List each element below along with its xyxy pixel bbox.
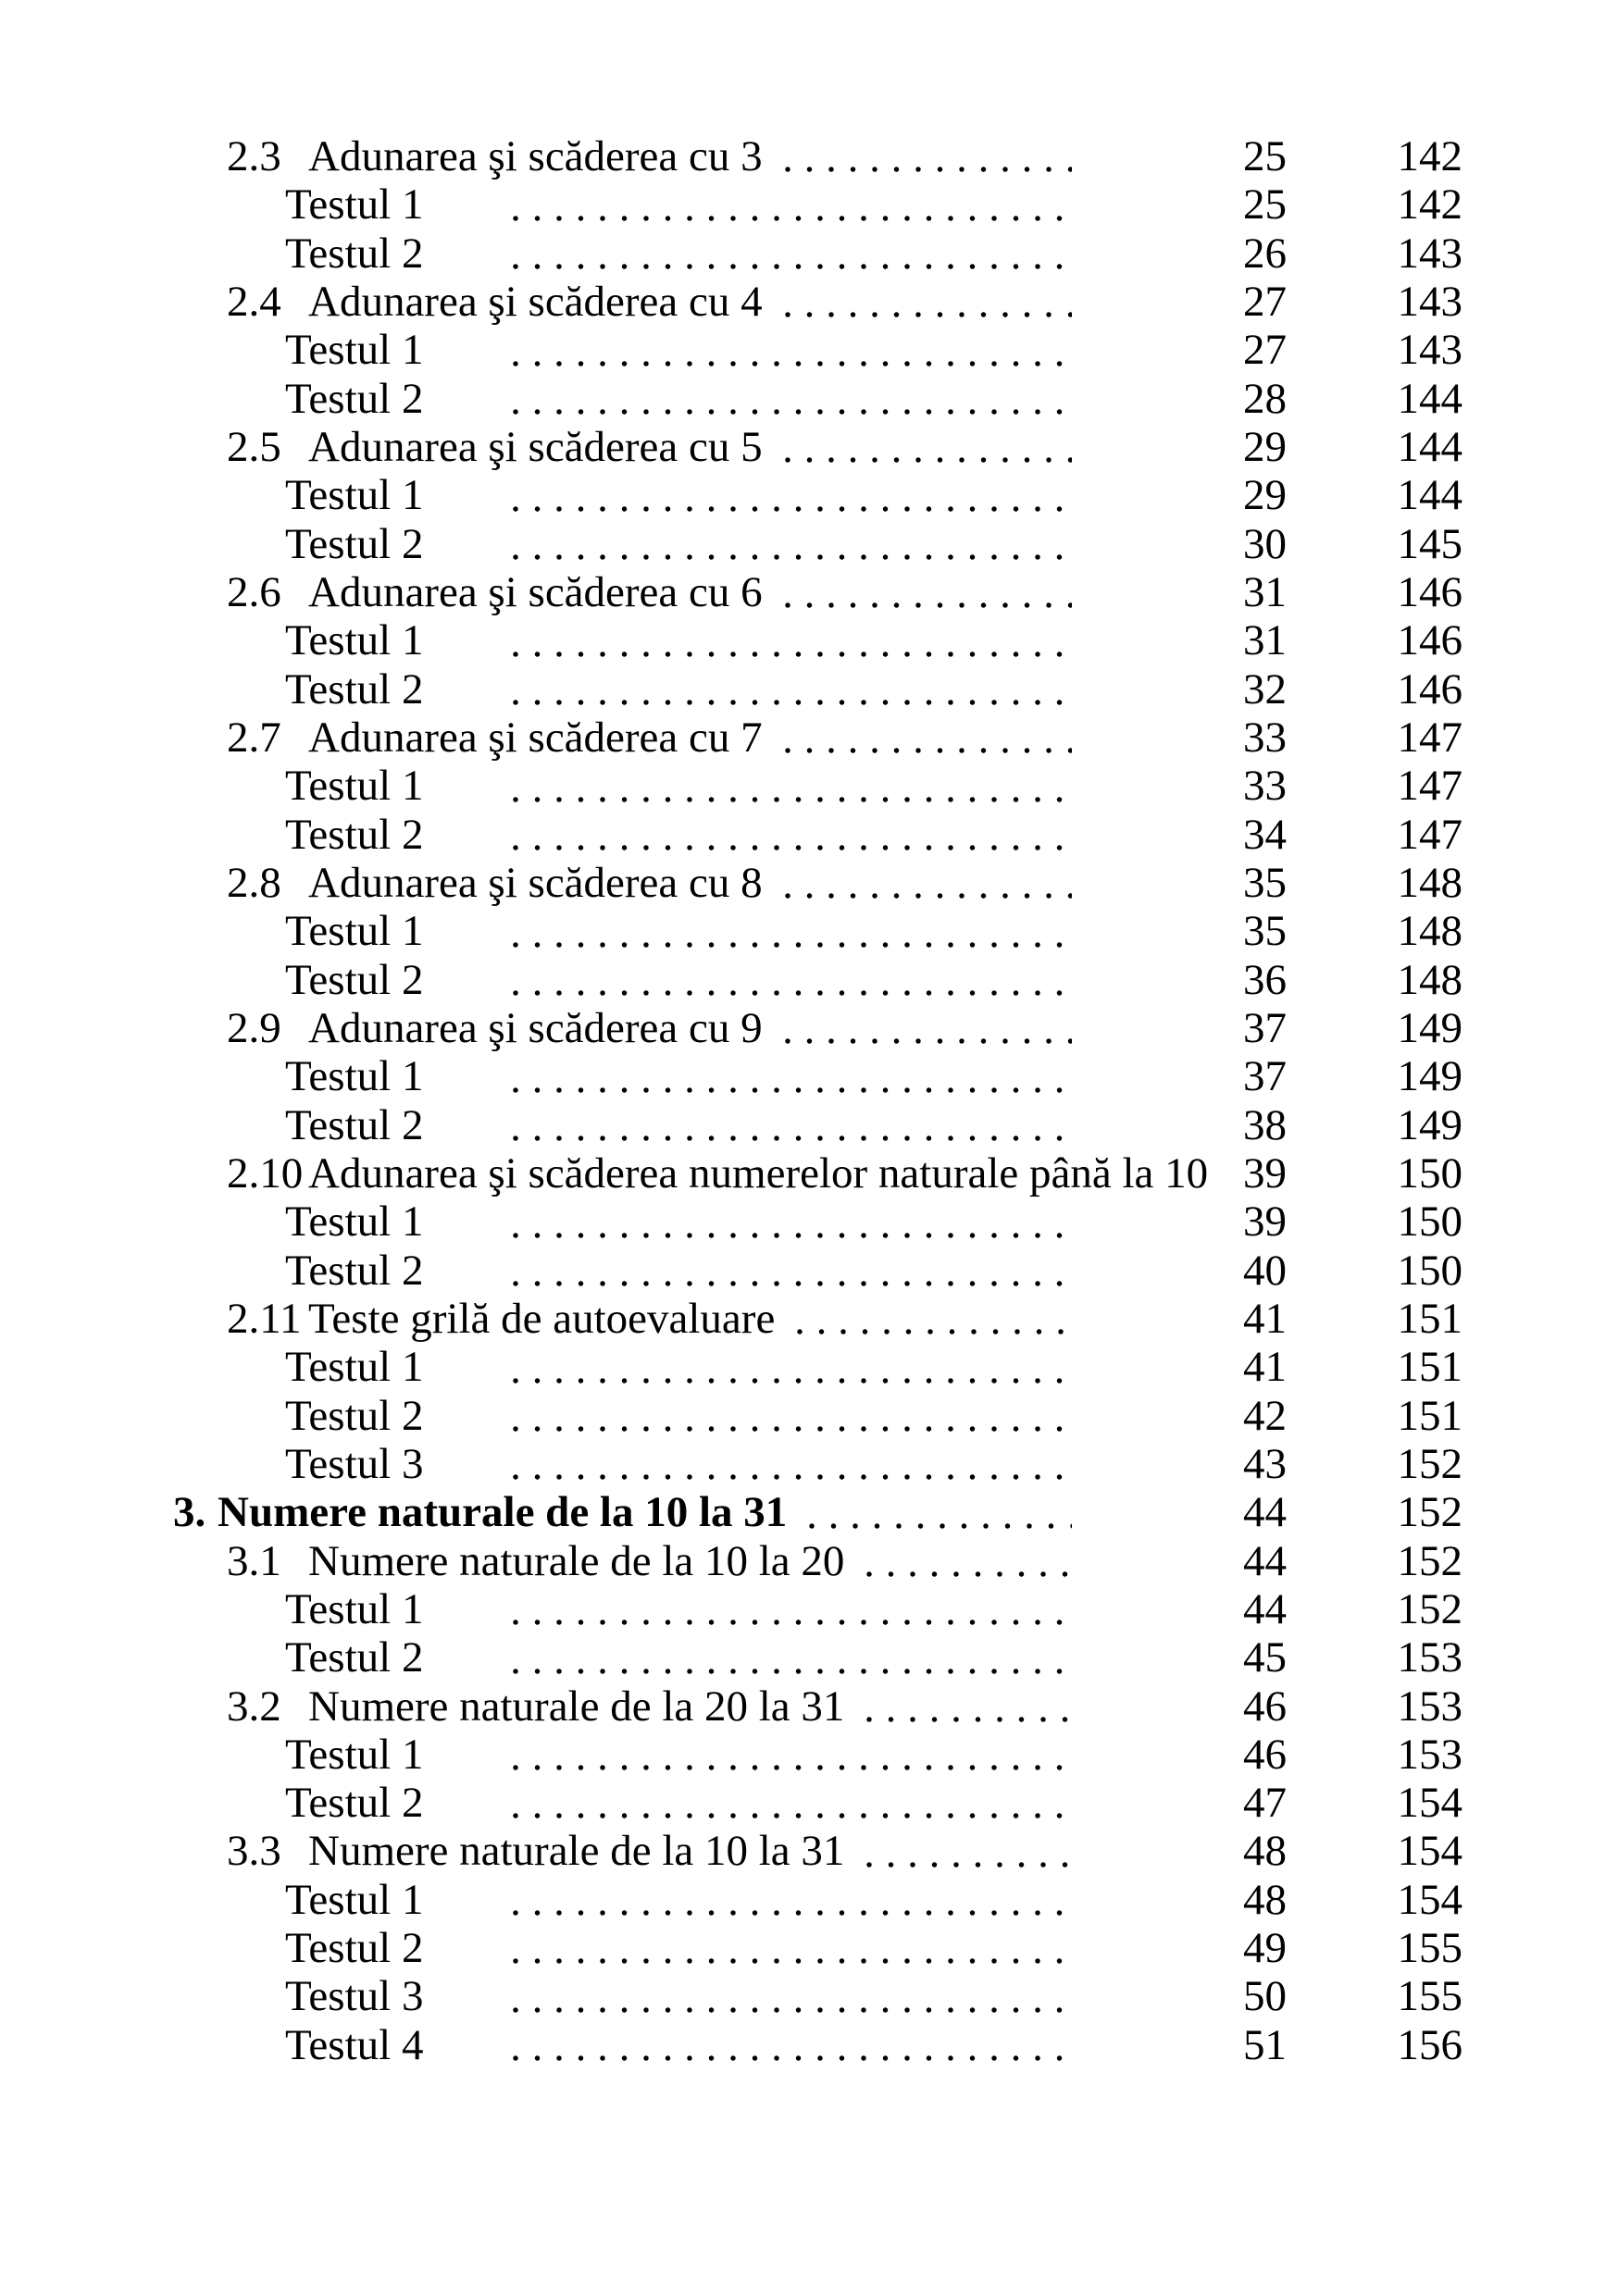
toc-entry-page-col1: 35 — [1243, 858, 1287, 907]
toc-entry — [148, 375, 1081, 423]
toc-entry-page-col1: 41 — [1243, 1294, 1287, 1343]
toc-entry-title: Testul 2 — [285, 519, 424, 568]
toc-entry-page-col1: 49 — [1243, 1924, 1287, 1973]
toc-entry — [148, 230, 1081, 278]
toc-row — [148, 278, 1462, 326]
toc-row — [148, 1488, 1462, 1536]
toc-entry-page-col1: 28 — [1243, 374, 1287, 423]
toc-entry-page-col1: 40 — [1243, 1246, 1287, 1295]
dot-leader — [513, 1924, 1072, 1972]
dot-leader — [513, 230, 1072, 278]
toc-entry-page-col2: 147 — [1397, 713, 1462, 762]
toc-row — [148, 1440, 1462, 1488]
toc-entry — [148, 859, 1081, 907]
toc-entry-page-col2: 151 — [1397, 1294, 1462, 1343]
dot-leader — [513, 1052, 1072, 1100]
dot-leader — [513, 326, 1072, 374]
toc-entry-title: Testul 2 — [285, 1779, 424, 1828]
toc-entry-title: Testul 1 — [285, 907, 424, 956]
toc-entry-page-col2: 143 — [1397, 277, 1462, 326]
toc-entry-title: Testul 2 — [285, 1100, 424, 1149]
toc-entry-number: 2.3 — [227, 132, 281, 180]
toc-entry-page-col1: 33 — [1243, 762, 1287, 811]
dot-leader — [513, 1633, 1072, 1682]
toc-entry-page-col1: 31 — [1243, 616, 1287, 665]
toc-entry-page-col2: 154 — [1397, 1779, 1462, 1828]
toc-entry — [148, 1295, 1081, 1343]
toc-entry — [148, 714, 1081, 762]
toc-entry-title: Testul 4 — [285, 2020, 424, 2069]
toc-entry-title: Testul 1 — [285, 1730, 424, 1779]
toc-entry-page-col1: 32 — [1243, 664, 1287, 714]
toc-row — [148, 568, 1462, 616]
toc-entry-page-col1: 47 — [1243, 1779, 1287, 1828]
toc-entry — [148, 907, 1081, 955]
dot-leader — [513, 1876, 1072, 1924]
toc-entry-page-col1: 27 — [1243, 326, 1287, 375]
toc-entry — [148, 1972, 1081, 2020]
toc-entry-page-col2: 153 — [1397, 1633, 1462, 1682]
toc-entry-page-col1: 39 — [1243, 1198, 1287, 1247]
toc-row — [148, 230, 1462, 278]
toc-entry — [148, 762, 1081, 810]
toc-entry-page-col2: 151 — [1397, 1343, 1462, 1392]
toc-entry-number: 2.11 — [227, 1294, 302, 1343]
toc-row — [148, 520, 1462, 568]
toc-entry — [148, 1633, 1081, 1682]
toc-entry-title: Testul 1 — [285, 616, 424, 665]
toc-entry-page-col2: 148 — [1397, 955, 1462, 1004]
toc-entry-title: Testul 2 — [285, 1391, 424, 1440]
dot-leader — [513, 665, 1072, 714]
toc-entry-page-col1: 38 — [1243, 1100, 1287, 1149]
toc-row — [148, 1198, 1462, 1246]
toc-entry-title: Testul 3 — [285, 1972, 424, 2021]
toc-row — [148, 1633, 1462, 1682]
toc-entry-page-col2: 152 — [1397, 1488, 1462, 1537]
toc-entry-page-col1: 46 — [1243, 1730, 1287, 1779]
toc-entry-page-col2: 150 — [1397, 1148, 1462, 1198]
toc-entry-page-col1: 50 — [1243, 1972, 1287, 2021]
toc-entry-number: 2.5 — [227, 422, 281, 471]
toc-entry-page-col1: 44 — [1243, 1488, 1287, 1537]
toc-entry-title: Testul 2 — [285, 955, 424, 1004]
toc-entry-page-col2: 142 — [1397, 180, 1462, 230]
toc-entry — [148, 1827, 1081, 1875]
dot-leader — [513, 1392, 1072, 1440]
toc-entry-title: Testul 2 — [285, 374, 424, 423]
toc-entry-number: 2.9 — [227, 1003, 281, 1052]
toc-entry-page-col2: 144 — [1397, 471, 1462, 520]
toc-entry — [148, 1148, 1209, 1198]
toc-entry-title: Numere naturale de la 10 la 31 — [218, 1488, 788, 1537]
dot-leader — [809, 1488, 1072, 1536]
toc-entry-title: Testul 2 — [285, 1246, 424, 1295]
toc-entry-page-col1: 27 — [1243, 277, 1287, 326]
toc-entry-title: Adunarea şi scăderea cu 7 — [308, 713, 763, 762]
toc-row — [148, 1392, 1462, 1440]
dot-leader — [513, 762, 1072, 810]
toc-entry — [148, 132, 1081, 180]
toc-entry-title: Testul 1 — [285, 1052, 424, 1101]
toc-entry-page-col2: 146 — [1397, 567, 1462, 616]
toc-row — [148, 1779, 1462, 1827]
dot-leader — [513, 1585, 1072, 1633]
toc-entry-page-col2: 154 — [1397, 1875, 1462, 1924]
dot-leader — [513, 1343, 1072, 1391]
toc-entry-page-col2: 155 — [1397, 1972, 1462, 2021]
toc-entry — [148, 568, 1081, 616]
toc-entry-title: Adunarea şi scăderea cu 5 — [308, 422, 763, 471]
toc-row — [148, 1101, 1462, 1149]
toc-entry-page-col1: 48 — [1243, 1875, 1287, 1924]
toc-row — [148, 132, 1462, 180]
dot-leader — [513, 375, 1072, 423]
dot-leader — [866, 1537, 1072, 1585]
toc-row — [148, 956, 1462, 1004]
toc-row — [148, 762, 1462, 810]
dot-leader — [513, 180, 1072, 229]
toc-entry-page-col2: 151 — [1397, 1391, 1462, 1440]
toc-entry-page-col1: 45 — [1243, 1633, 1287, 1682]
toc-entry — [148, 1004, 1081, 1052]
toc-entry — [148, 1440, 1081, 1488]
dot-leader — [513, 616, 1072, 664]
toc-entry — [148, 1779, 1081, 1827]
toc-entry — [148, 956, 1081, 1004]
toc-entry — [148, 1343, 1081, 1391]
toc-entry-page-col1: 39 — [1243, 1148, 1287, 1198]
toc-entry-page-col2: 153 — [1397, 1682, 1462, 1731]
toc-entry — [148, 1537, 1081, 1585]
toc-row — [148, 1247, 1462, 1295]
toc-row — [148, 1295, 1462, 1343]
toc-entry-title: Testul 3 — [285, 1439, 424, 1488]
toc-entry — [148, 1247, 1081, 1295]
toc-entry-page-col2: 152 — [1397, 1439, 1462, 1488]
toc-row — [148, 1585, 1462, 1633]
toc-row — [148, 665, 1462, 714]
toc-entry-title: Testul 2 — [285, 664, 424, 714]
toc-row — [148, 1682, 1462, 1731]
dot-leader — [785, 859, 1072, 907]
toc-entry — [148, 665, 1081, 714]
dot-leader — [513, 1101, 1072, 1149]
toc-entry — [148, 326, 1081, 374]
toc-entry — [148, 1488, 1081, 1536]
toc-entry-page-col1: 35 — [1243, 907, 1287, 956]
toc-entry — [148, 1198, 1081, 1246]
toc-entry-page-col2: 150 — [1397, 1198, 1462, 1247]
toc-entry-number: 3. — [173, 1488, 206, 1537]
toc-entry-page-col2: 156 — [1397, 2020, 1462, 2069]
toc-entry-number: 2.6 — [227, 567, 281, 616]
toc-row — [148, 326, 1462, 374]
dot-leader — [513, 1247, 1072, 1295]
toc-entry-page-col2: 145 — [1397, 519, 1462, 568]
toc-entry-page-col1: 33 — [1243, 713, 1287, 762]
toc-entry-page-col2: 142 — [1397, 132, 1462, 180]
toc-entry-page-col1: 29 — [1243, 471, 1287, 520]
toc-entry — [148, 471, 1081, 519]
toc-entry-page-col2: 147 — [1397, 810, 1462, 859]
toc-entry-page-col1: 25 — [1243, 180, 1287, 230]
toc-row — [148, 1537, 1462, 1585]
dot-leader — [513, 811, 1072, 859]
toc-row — [148, 1876, 1462, 1924]
dot-leader — [785, 714, 1072, 762]
toc-entry-title: Testul 1 — [285, 762, 424, 811]
toc-row — [148, 714, 1462, 762]
toc-row — [148, 1924, 1462, 1972]
toc-entry-title: Testul 1 — [285, 1198, 424, 1247]
toc-entry-page-col1: 36 — [1243, 955, 1287, 1004]
toc-entry-page-col1: 30 — [1243, 519, 1287, 568]
toc-entry-title: Numere naturale de la 10 la 20 — [308, 1536, 845, 1585]
dot-leader — [513, 956, 1072, 1004]
toc-entry — [148, 1876, 1081, 1924]
toc-row — [148, 1149, 1462, 1198]
toc-entry-page-col2: 149 — [1397, 1100, 1462, 1149]
toc-entry-title: Adunarea şi scăderea cu 9 — [308, 1003, 763, 1052]
dot-leader — [785, 423, 1072, 471]
toc-entry — [148, 520, 1081, 568]
toc-row — [148, 811, 1462, 859]
toc-entry-page-col1: 41 — [1243, 1343, 1287, 1392]
toc-row — [148, 859, 1462, 907]
toc-entry-page-col2: 152 — [1397, 1536, 1462, 1585]
toc-entry — [148, 1924, 1081, 1972]
toc-entry — [148, 1731, 1081, 1779]
toc-entry-page-col2: 143 — [1397, 229, 1462, 278]
toc-entry-page-col1: 29 — [1243, 422, 1287, 471]
toc-entry-title: Testul 2 — [285, 1633, 424, 1682]
toc-entry-page-col2: 155 — [1397, 1924, 1462, 1973]
toc-row — [148, 1827, 1462, 1875]
toc-entry — [148, 2021, 1081, 2069]
dot-leader — [513, 1731, 1072, 1779]
toc-entry-page-col1: 43 — [1243, 1439, 1287, 1488]
toc-entry-page-col1: 42 — [1243, 1391, 1287, 1440]
dot-leader — [785, 132, 1072, 180]
toc-entry-title: Adunarea şi scăderea cu 8 — [308, 858, 763, 907]
toc-entry-number: 2.7 — [227, 713, 281, 762]
toc-entry — [148, 1392, 1081, 1440]
toc-entry-title: Numere naturale de la 20 la 31 — [308, 1682, 845, 1731]
toc-row — [148, 907, 1462, 955]
toc-entry-number: 3.3 — [227, 1827, 281, 1876]
toc-entry-page-col2: 147 — [1397, 762, 1462, 811]
toc-entry-page-col2: 148 — [1397, 907, 1462, 956]
toc-entry-title: Testul 1 — [285, 180, 424, 230]
toc-row — [148, 1052, 1462, 1100]
toc-entry-title: Teste grilă de autoevaluare — [308, 1294, 776, 1343]
toc-row — [148, 1972, 1462, 2020]
dot-leader — [513, 1440, 1072, 1488]
toc-row — [148, 471, 1462, 519]
toc-entry-page-col2: 149 — [1397, 1052, 1462, 1101]
dot-leader — [513, 1779, 1072, 1827]
toc-entry-title: Testul 1 — [285, 1584, 424, 1633]
toc-entry-page-col1: 37 — [1243, 1052, 1287, 1101]
toc-entry-page-col2: 148 — [1397, 858, 1462, 907]
toc-entry — [148, 423, 1081, 471]
toc-entry-title: Adunarea şi scăderea numerelor naturale până la 10 — [308, 1148, 1209, 1198]
toc-entry-title: Testul 1 — [285, 1875, 424, 1924]
toc-entry-title: Testul 1 — [285, 471, 424, 520]
toc-entry-page-col2: 154 — [1397, 1827, 1462, 1876]
toc-entry-page-col1: 44 — [1243, 1584, 1287, 1633]
toc-entry-title: Adunarea şi scăderea cu 6 — [308, 567, 763, 616]
toc-row — [148, 180, 1462, 229]
dot-leader — [513, 1972, 1072, 2020]
toc-row — [148, 423, 1462, 471]
toc-entry-number: 2.4 — [227, 277, 281, 326]
toc-row — [148, 1343, 1462, 1391]
toc-entry — [148, 616, 1081, 664]
toc-entry-page-col2: 146 — [1397, 616, 1462, 665]
toc-entry-title: Numere naturale de la 10 la 31 — [308, 1827, 845, 1876]
dot-leader — [785, 568, 1072, 616]
toc-entry-page-col2: 152 — [1397, 1584, 1462, 1633]
toc-entry-title: Testul 2 — [285, 1924, 424, 1973]
toc-entry-page-col1: 25 — [1243, 132, 1287, 180]
toc-entry-page-col1: 31 — [1243, 567, 1287, 616]
toc-entry — [148, 180, 1081, 229]
toc-entry-number: 2.10 — [227, 1148, 304, 1198]
toc-entry-number: 3.2 — [227, 1682, 281, 1731]
toc-row — [148, 2021, 1462, 2069]
toc-entry-page-col2: 144 — [1397, 422, 1462, 471]
toc-entry — [148, 1101, 1081, 1149]
toc-entry — [148, 1682, 1081, 1731]
toc-entry-title: Adunarea şi scăderea cu 3 — [308, 132, 763, 180]
toc-entry — [148, 811, 1081, 859]
toc-entry-title: Testul 1 — [285, 326, 424, 375]
toc-row — [148, 1731, 1462, 1779]
toc-entry-page-col1: 48 — [1243, 1827, 1287, 1876]
toc-entry-page-col2: 150 — [1397, 1246, 1462, 1295]
dot-leader — [513, 2021, 1072, 2069]
toc-entry-title: Adunarea şi scăderea cu 4 — [308, 277, 763, 326]
dot-leader — [513, 520, 1072, 568]
toc-entry — [148, 278, 1081, 326]
toc-entry-title: Testul 2 — [285, 810, 424, 859]
toc-entry-title: Testul 1 — [285, 1343, 424, 1392]
toc-row — [148, 616, 1462, 664]
dot-leader — [513, 907, 1072, 955]
toc-entry-page-col2: 146 — [1397, 664, 1462, 714]
toc-entry — [148, 1585, 1081, 1633]
dot-leader — [866, 1682, 1072, 1731]
toc-entry-page-col2: 144 — [1397, 374, 1462, 423]
dot-leader — [785, 278, 1072, 326]
toc-entry-page-col1: 26 — [1243, 229, 1287, 278]
toc-entry — [148, 1052, 1081, 1100]
toc-entry-page-col2: 149 — [1397, 1003, 1462, 1052]
toc-row — [148, 375, 1462, 423]
toc-entry-page-col1: 51 — [1243, 2020, 1287, 2069]
toc-entry-page-col1: 46 — [1243, 1682, 1287, 1731]
toc-entry-number: 2.8 — [227, 858, 281, 907]
toc-entry-number: 3.1 — [227, 1536, 281, 1585]
dot-leader — [866, 1827, 1072, 1875]
dot-leader — [785, 1004, 1072, 1052]
toc-entry-page-col1: 44 — [1243, 1536, 1287, 1585]
dot-leader — [797, 1295, 1072, 1343]
toc-entry-page-col2: 143 — [1397, 326, 1462, 375]
toc-entry-page-col1: 34 — [1243, 810, 1287, 859]
dot-leader — [513, 471, 1072, 519]
toc-entry-page-col2: 153 — [1397, 1730, 1462, 1779]
toc-entry-page-col1: 37 — [1243, 1003, 1287, 1052]
toc-row — [148, 1004, 1462, 1052]
toc-entry-title: Testul 2 — [285, 229, 424, 278]
dot-leader — [513, 1198, 1072, 1246]
toc-list — [148, 132, 1462, 2069]
